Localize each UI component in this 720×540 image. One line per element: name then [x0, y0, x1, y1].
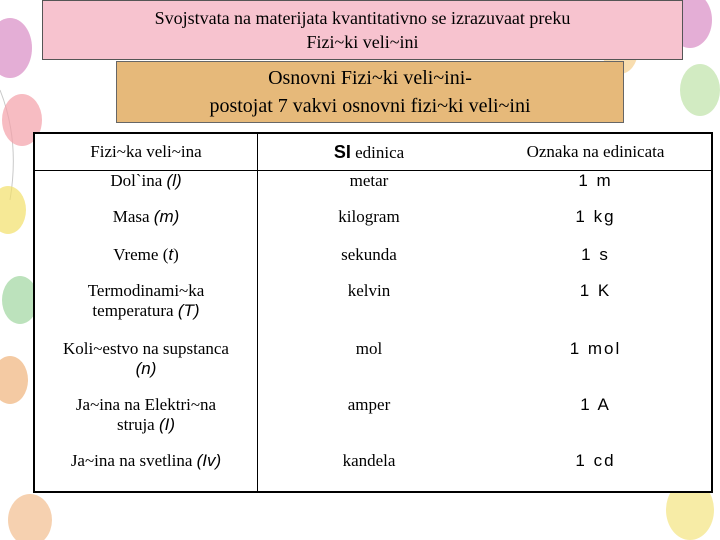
quantity-symbol: t — [168, 245, 174, 264]
quantity-symbol: (Iv) — [196, 451, 222, 470]
quantity-name-2: struja — [116, 415, 159, 434]
unit-cell: kilogram — [338, 207, 400, 226]
balloon-green — [680, 64, 720, 116]
quantity-name: Koli~estvo na supstanca — [63, 339, 229, 358]
symbol-cell: 1 A — [580, 395, 611, 414]
quantity-symbol: (m) — [153, 207, 180, 226]
si-units-table — [33, 132, 713, 493]
symbol-cell: 1 cd — [575, 451, 616, 470]
table-row — [34, 281, 712, 339]
unit-cell: kelvin — [347, 281, 391, 300]
symbol-cell: 1 m — [578, 171, 613, 190]
quantity-symbol: (n) — [135, 359, 157, 378]
header-si-unit — [258, 133, 481, 171]
title-line-2: Fizi~ki veli~ini — [306, 32, 419, 52]
header-quantity: Fizi~ka veli~ina — [34, 133, 258, 171]
quantity-name: Dol`ina — [110, 171, 167, 190]
quantity-name-2: temperatura — [92, 301, 178, 320]
table-header-row — [34, 133, 712, 171]
table-row — [34, 451, 712, 492]
balloon-orange — [0, 356, 28, 404]
table-row — [34, 395, 712, 451]
unit-cell: kandela — [342, 451, 396, 470]
balloon-orange — [8, 494, 52, 540]
table-row — [34, 245, 712, 281]
unit-cell: amper — [347, 395, 391, 414]
title-banner — [42, 0, 683, 60]
quantity-cell — [34, 395, 258, 451]
quantity-name: Masa — [112, 207, 154, 226]
quantity-name: Termodinami~ka — [87, 281, 205, 300]
symbol-cell: 1 K — [579, 281, 612, 300]
quantity-symbol: (I) — [158, 415, 176, 434]
unit-cell: mol — [355, 339, 383, 358]
subtitle-line-2: postojat 7 vakvi osnovni fizi~ki veli~ini — [209, 95, 531, 117]
unit-cell: sekunda — [341, 245, 397, 264]
quantity-symbol: (T) — [177, 301, 200, 320]
symbol-cell: 1 mol — [569, 339, 622, 358]
subtitle-banner — [116, 61, 624, 123]
quantity-name: Ja~ina na Elektri~na — [75, 395, 217, 414]
balloon-yellow — [0, 186, 26, 234]
quantity-cell — [34, 339, 258, 395]
header-symbol: Oznaka na edinicata — [480, 133, 712, 171]
table-row — [34, 171, 712, 208]
quantity-name: Vreme ( — [113, 245, 169, 264]
header-si-prefix: SI — [333, 141, 351, 162]
table-row — [34, 339, 712, 395]
balloon-pink — [0, 18, 32, 78]
quantity-cell — [34, 207, 258, 245]
quantity-close: ) — [173, 245, 179, 264]
quantity-cell — [34, 281, 258, 339]
subtitle-line-1: Osnovni Fizi~ki veli~ini- — [268, 67, 472, 89]
unit-cell: metar — [349, 171, 389, 190]
quantity-cell — [34, 245, 258, 281]
quantity-cell — [34, 451, 258, 492]
header-si-suffix: edinica — [350, 142, 405, 162]
title-line-1: Svojstvata na materijata kvantitativno se izrazuvaat preku — [154, 8, 571, 28]
quantity-symbol: (l) — [166, 171, 182, 190]
symbol-cell: 1 s — [581, 245, 610, 264]
quantity-cell — [34, 171, 258, 208]
table-row — [34, 207, 712, 245]
symbol-cell: 1 kg — [575, 207, 616, 226]
quantity-name: Ja~ina na svetlina — [70, 451, 197, 470]
